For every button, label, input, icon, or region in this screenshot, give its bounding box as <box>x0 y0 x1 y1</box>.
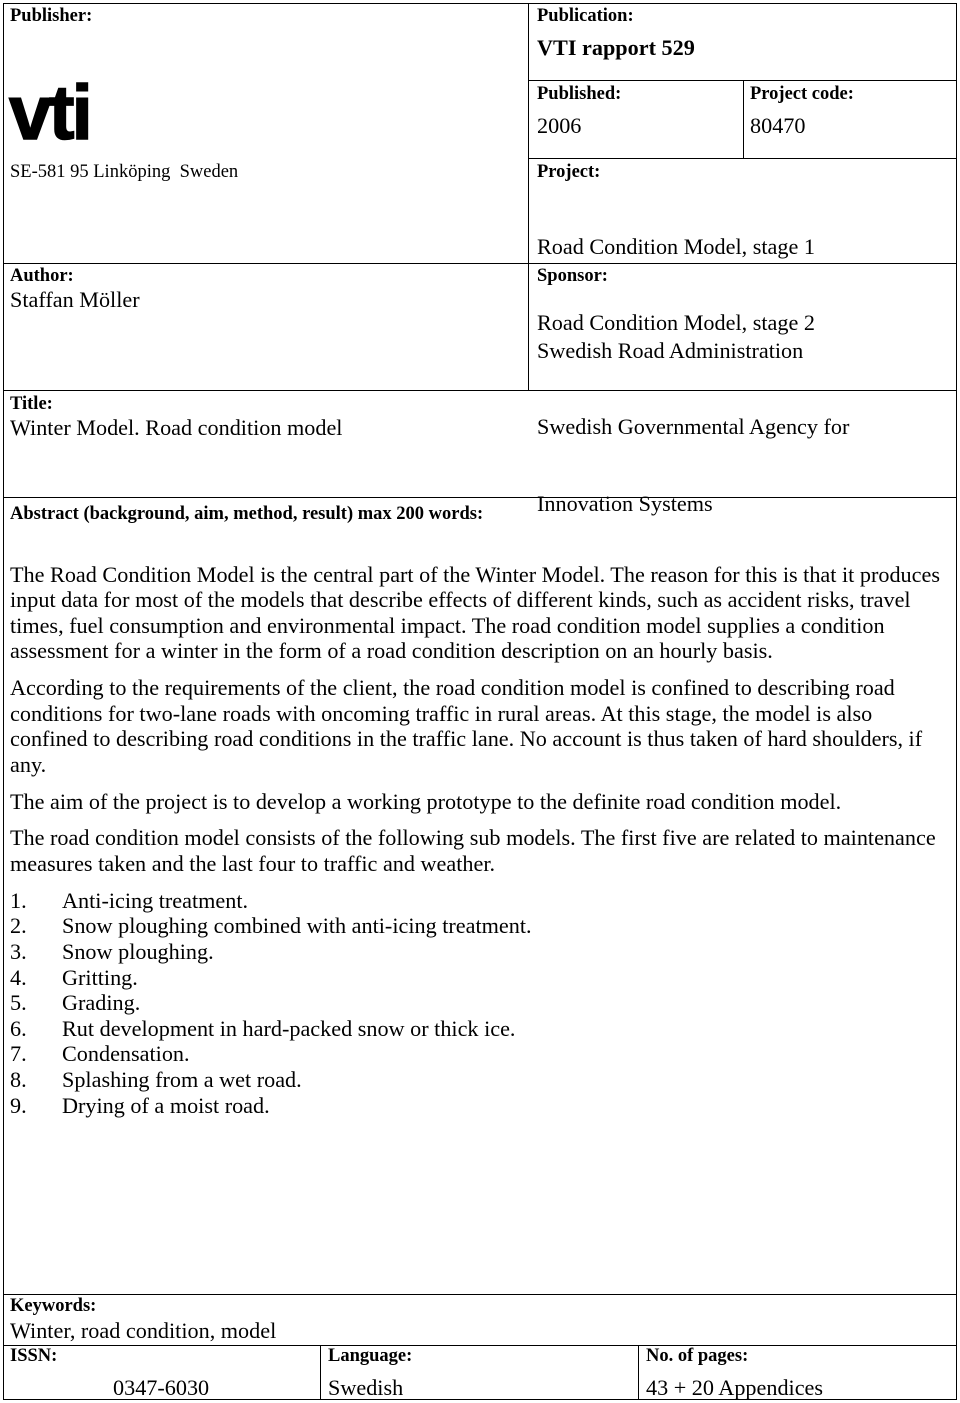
author-value: Staffan Möller <box>10 286 140 312</box>
list-item <box>10 990 950 1016</box>
language-value: Swedish <box>328 1374 404 1400</box>
keywords-label: Keywords: <box>10 1296 97 1316</box>
rule-keywords-bottom <box>3 1345 957 1346</box>
list-number: 1. <box>10 887 27 913</box>
list-number: 6. <box>10 1015 27 1041</box>
publication-value: VTI rapport 529 <box>537 34 695 60</box>
sponsor-label: Sponsor: <box>537 266 608 286</box>
list-item <box>10 1016 950 1042</box>
list-text: Anti-icing treatment. <box>62 887 249 913</box>
list-item <box>10 1067 950 1093</box>
list-item <box>10 913 950 939</box>
rule-language-divider <box>638 1345 639 1400</box>
publication-label: Publication: <box>537 6 634 26</box>
list-number: 3. <box>10 938 27 964</box>
list-text: Splashing from a wet road. <box>62 1066 302 1092</box>
abstract-line: According to the requirements of the client, the road condition model is confined to describing road <box>10 675 895 701</box>
abstract-line: conditions for two-lane roads with oncoming traffic in rural areas. At this stage, the model is also <box>10 700 873 726</box>
abstract-paragraph <box>10 675 950 777</box>
project-line: Road Condition Model, stage 2 <box>537 310 815 336</box>
project-label: Project: <box>537 162 601 182</box>
list-number: 9. <box>10 1092 27 1118</box>
title-label: Title: <box>10 394 53 414</box>
sponsor-line: Swedish Road Administration <box>537 337 804 363</box>
list-text: Drying of a moist road. <box>62 1092 270 1118</box>
published-label: Published: <box>537 84 622 104</box>
pages-label: No. of pages: <box>646 1346 749 1366</box>
published-value: 2006 <box>537 112 582 138</box>
abstract-line: times, fuel consumption and environmental impact. The road condition model supplies a condition <box>10 612 885 638</box>
list-item <box>10 965 950 991</box>
list-text: Rut development in hard-packed snow or thick ice. <box>62 1015 516 1041</box>
list-text: Gritting. <box>62 964 138 990</box>
rule-published-bottom <box>528 158 957 159</box>
rule-column-divider <box>528 3 529 390</box>
issn-label: ISSN: <box>10 1346 58 1366</box>
abstract-line: input data for most of the models that describe effects of different kinds, such as accident risks, travel <box>10 587 911 613</box>
list-number: 2. <box>10 913 27 939</box>
sponsor-line: Swedish Governmental Agency for <box>537 414 850 440</box>
abstract-line: The road condition model consists of the following sub models. The first five are related to maintenance <box>10 825 936 851</box>
list-item <box>10 888 950 914</box>
publisher-address: SE-581 95 Linköping Sweden <box>10 162 239 182</box>
project-code-label: Project code: <box>750 84 854 104</box>
list-number: 8. <box>10 1066 27 1092</box>
list-text: Snow ploughing combined with anti-icing treatment. <box>62 913 532 939</box>
list-item <box>10 1041 950 1067</box>
rule-published-divider <box>743 80 744 158</box>
abstract-label: Abstract (background, aim, method, result) max 200 words: <box>10 504 484 524</box>
publisher-label: Publisher: <box>10 6 93 26</box>
sub-model-list <box>10 888 950 1118</box>
rule-issn-divider <box>320 1345 321 1400</box>
abstract-line: The aim of the project is to develop a working prototype to the definite road condition model. <box>10 788 842 814</box>
list-text: Grading. <box>62 990 141 1016</box>
list-number: 5. <box>10 990 27 1016</box>
sponsor-value <box>537 287 849 569</box>
list-number: 4. <box>10 964 27 990</box>
project-code-value: 80470 <box>750 112 806 138</box>
abstract-line: confined to describing road conditions in the traffic lane. No account is thus taken of hard shoulders, if <box>10 726 923 752</box>
vti-logo: vti <box>9 70 90 156</box>
language-label: Language: <box>328 1346 413 1366</box>
abstract-paragraph <box>10 825 950 876</box>
abstract-paragraph <box>10 562 950 664</box>
list-text: Condensation. <box>62 1041 190 1067</box>
list-item <box>10 939 950 965</box>
abstract-line: measures taken and the last four to traffic and weather. <box>10 851 496 876</box>
project-line: Road Condition Model, stage 1 <box>537 233 815 259</box>
abstract-paragraph <box>10 789 950 815</box>
abstract-line: assessment for a winter in the form of a road condition description on an hourly basis. <box>10 638 773 664</box>
abstract-line: The Road Condition Model is the central part of the Winter Model. The reason for this is that it produces <box>10 561 940 587</box>
author-label: Author: <box>10 266 74 286</box>
list-text: Snow ploughing. <box>62 938 214 964</box>
abstract-line: any. <box>10 751 47 777</box>
sponsor-line: Innovation Systems <box>537 491 713 517</box>
issn-value: 0347-6030 <box>113 1374 210 1400</box>
list-item <box>10 1093 950 1119</box>
pages-value: 43 + 20 Appendices <box>646 1374 824 1400</box>
title-value: Winter Model. Road condition model <box>10 414 343 440</box>
list-number: 7. <box>10 1041 27 1067</box>
abstract-body <box>10 562 950 1119</box>
rule-abstract-bottom <box>3 1294 957 1295</box>
keywords-value: Winter, road condition, model <box>10 1317 277 1343</box>
